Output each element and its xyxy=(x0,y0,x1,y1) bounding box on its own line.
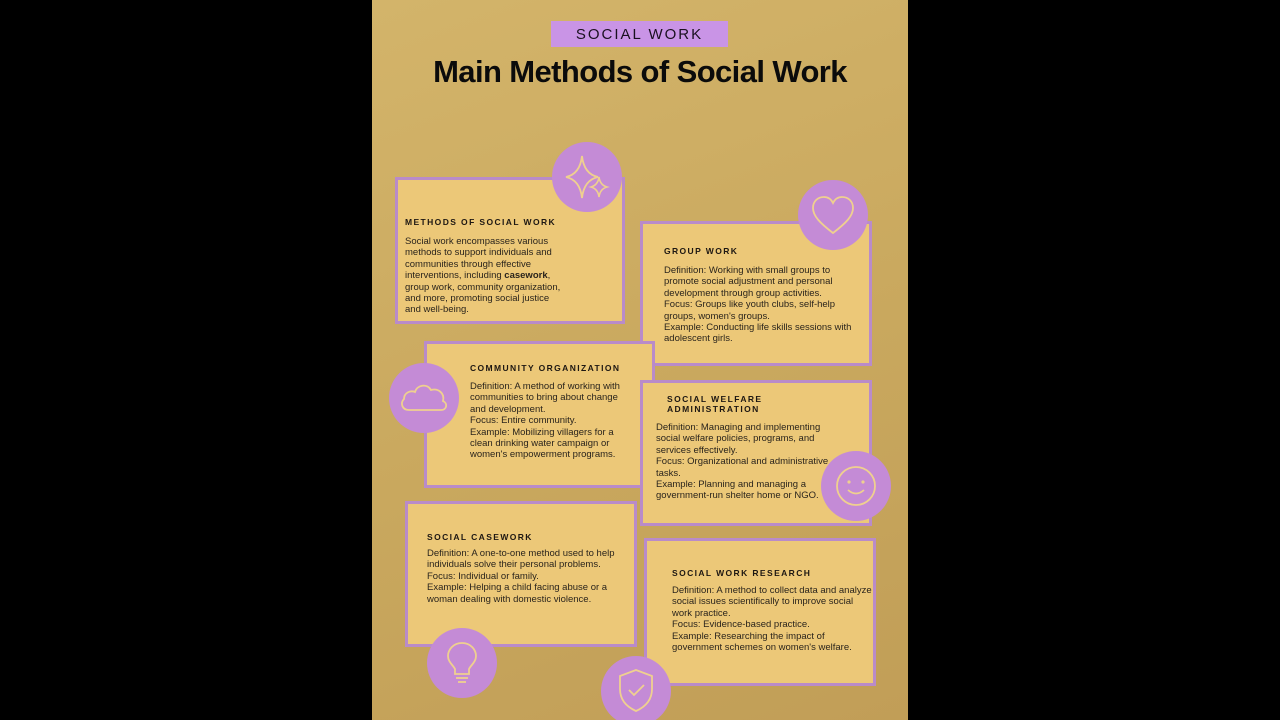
card-text: Definition: Working with small groups to promote social adjustment and personal development through group activities. Focus: Groups like youth clubs, self-help groups, women's groups. Example: Conducting life skills sessions with adolescent girls. xyxy=(664,265,852,345)
card-heading: GROUP WORK xyxy=(664,246,739,256)
card-heading: COMMUNITY ORGANIZATION xyxy=(470,363,621,373)
cloud-icon xyxy=(389,363,459,433)
sparkle-icon xyxy=(552,142,622,212)
bold-term: casework xyxy=(504,270,548,282)
page-title: Main Methods of Social Work xyxy=(433,54,847,89)
card-heading: SOCIAL WORK RESEARCH xyxy=(672,568,812,578)
card-text: Social work encompasses various methods to support individuals and communities through effective interventions, including casework, group work, community organization, and more, promoting social justice and well-being. xyxy=(405,236,561,316)
card-social-casework xyxy=(405,501,637,647)
lightbulb-icon xyxy=(427,628,497,698)
smiley-icon xyxy=(821,451,891,521)
card-text: Definition: Managing and implementing social welfare policies, programs, and services effectively. Focus: Organizational and administrative tasks. Example: Planning and managing a government-run shelter home or NGO. xyxy=(656,422,829,502)
infographic-poster xyxy=(372,0,908,720)
card-heading: SOCIAL CASEWORK xyxy=(427,532,533,542)
card-text: Definition: A method to collect data and analyze social issues scientifically to improve social work practice. Focus: Evidence-based practice. Example: Researching the impact of government schemes on women's welfare. xyxy=(672,585,872,654)
card-social-work-research xyxy=(644,538,876,686)
card-heading: METHODS OF SOCIAL WORK xyxy=(405,217,557,227)
card-heading: SOCIAL WELFARE ADMINISTRATION xyxy=(667,394,763,414)
shield-check-icon xyxy=(601,656,671,720)
card-text: Definition: A one-to-one method used to help individuals solve their personal problems. Focus: Individual or family. Example: Helping a child facing abuse or a woman dealing with domestic violence. xyxy=(427,548,615,605)
heart-icon xyxy=(798,180,868,250)
category-tag: SOCIAL WORK xyxy=(551,21,728,47)
card-text: Definition: A method of working with communities to bring about change and development. Focus: Entire community. Example: Mobilizing villagers for a clean drinking water campaign or women's empowerment programs. xyxy=(470,381,620,461)
